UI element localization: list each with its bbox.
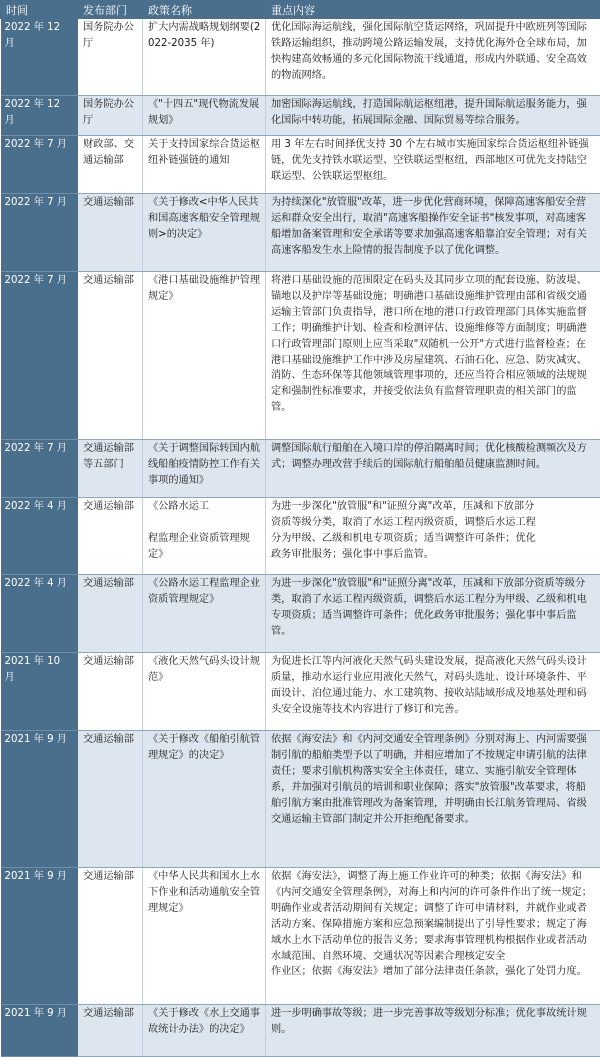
row-content: 调整国际航行船舶在入境口岸的停泊隔离时间；优化核酸检测频次及方式；调整办理改营手续后的国际航行船舶船员健康监测时间。 bbox=[266, 440, 600, 498]
row-content: 进一步明确事故等级；进一步完善事故等级划分标准；优化事故统计规则。 bbox=[266, 1005, 600, 1057]
row-dept: 国务院办公厅 bbox=[78, 96, 143, 136]
table-row bbox=[1, 19, 600, 96]
row-dept: 交通运输部 bbox=[78, 194, 143, 272]
table-row bbox=[1, 575, 600, 653]
row-content: 为持续深化"放管服"改革，进一步优化营商环境，保障高速客船安全营运和群众安全出行，取消"高速客船操作安全证书"核发事项，对高速客船增加备案管理和安全承诺等要求加强高速客船靠泊安全管理；对有关高速客船发生水上险情的报告制度予以了优化调整。 bbox=[266, 194, 600, 272]
row-policy-name: 《公路水运工 程监理企业资质管理规定》 bbox=[143, 498, 266, 575]
table-row bbox=[1, 653, 600, 731]
row-content: 为促进长江等内河液化天然气码头建设发展，提高液化天然气码头设计质量，推动水运行业应用液化天然气，对码头选址、设计环境条件、平面设计、泊位通过能力、水工建筑物、接收站陆域形成及地基处理和码头安全设施等技术内容进行了修订和完善。 bbox=[266, 653, 600, 731]
table-row bbox=[1, 498, 600, 575]
row-dept: 国务院办公厅 bbox=[78, 19, 143, 96]
table-row bbox=[1, 272, 600, 440]
row-policy-name: 《"十四五"现代物流发展规划》 bbox=[143, 96, 266, 136]
column-header-dept: 发布部门 bbox=[78, 1, 143, 19]
row-policy-name: 《液化天然气码头设计规范》 bbox=[143, 653, 266, 731]
table-row bbox=[1, 96, 600, 136]
row-content: 优化国际海运航线，强化国际航空货运网络，巩固提升中欧班列等国际铁路运输组织，推动跨境公路运输发展，支持优化海外仓全球布局，加快构建高效畅通的多元化国际物流干线通道，形成内外联通、安全高效的物流网络。 bbox=[266, 19, 600, 96]
table-row bbox=[1, 136, 600, 194]
row-policy-name: 《关于修改<中华人民共和国高速客船安全管理规则>的决定》 bbox=[143, 194, 266, 272]
row-time: 2022 年 12 月 bbox=[1, 96, 78, 136]
column-header-time: 时间 bbox=[1, 1, 78, 19]
row-dept: 交通运输部 bbox=[78, 731, 143, 868]
row-time: 2022 年 7 月 bbox=[1, 272, 78, 440]
table-header-row bbox=[1, 1, 600, 19]
table-row bbox=[1, 1005, 600, 1057]
row-dept: 交通运输部 bbox=[78, 575, 143, 653]
row-time: 2021 年 9 月 bbox=[1, 1005, 78, 1057]
row-content: 加密国际海运航线，打造国际航运枢纽港，提升国际航运服务能力，强化国际中转功能，拓展国际金融、国际贸易等综合服务。 bbox=[266, 96, 600, 136]
row-time: 2022 年 7 月 bbox=[1, 440, 78, 498]
row-dept: 交通运输部 bbox=[78, 272, 143, 440]
table-row bbox=[1, 440, 600, 498]
row-dept: 交通运输部 bbox=[78, 1005, 143, 1057]
row-policy-name: 关于支持国家综合货运枢纽补链强链的通知 bbox=[143, 136, 266, 194]
row-policy-name: 《关于修改《水上交通事故统计办法》的决定》 bbox=[143, 1005, 266, 1057]
row-dept: 交通运输部 bbox=[78, 653, 143, 731]
row-content: 为进一步深化"放管服"和"证照分离"改革，压减和下放部分资质等级分类，取消了水运工程丙级资质，调整后水运工程分为甲级、乙级和机电专项资质；适当调整许可条件；优化政务审批服务；强化事中事后监管。 bbox=[266, 575, 600, 653]
column-header-name: 政策名称 bbox=[143, 1, 266, 19]
row-content: 为进一步深化"放管服"和"证照分离"改革，压减和下放部分 资质等级分类，取消了水运工程丙级资质，调整后水运工程 分为甲级、乙级和机电专项资质；适当调整许可条件；优化 政务审批服务；强化事中事后监管。 bbox=[266, 498, 600, 575]
row-policy-name: 《公路水运工程监理企业资质管理规定》 bbox=[143, 575, 266, 653]
row-policy-name: 《关于调整国际转国内航线船舶疫情防控工作有关事项的通知》 bbox=[143, 440, 266, 498]
row-time: 2021 年 9 月 bbox=[1, 868, 78, 1005]
table-row bbox=[1, 731, 600, 868]
row-time: 2021 年 9 月 bbox=[1, 731, 78, 868]
row-time: 2022 年 4 月 bbox=[1, 575, 78, 653]
row-dept: 财政部、交通运输部 bbox=[78, 136, 143, 194]
row-content: 将港口基础设施的范围限定在码头及其同步立项的配套设施、防波堤、锚地以及护岸等基础设施；明确港口基础设施维护管理由部和省级交通运输主管部门负责指导，港口所在地的港口行政管理部门具体实施监督工作；明确维护计划、检查和检测评估、设施维修等方面制度；明确港口行政管理部门原则上应当采取"双随机一公开"方式进行监督检查；在港口基础设施维护工作中涉及房屋建筑、石油石化、应急、防灾减灾、消防、生态环保等其他领域管理事项的，还应当符合相应领域的法规规定和强制性标准要求，并接受依法负有监督管理职责的相关部门的监管。 bbox=[266, 272, 600, 440]
table-row bbox=[1, 194, 600, 272]
row-time: 2022 年 4 月 bbox=[1, 498, 78, 575]
row-content: 依据《海安法》和《内河交通安全管理条例》分别对海上、内河需要强制引航的船舶类型予以了明确，并相应增加了不按规定申请引航的法律责任；要求引航机构落实安全主体责任，建立、实施引航安全管理体系，并加强对引航员的培训和职业保障；落实"放管服"改革要求，将船舶引航方案由批准管理改为备案管理，并明确由长江航务管理局、省级交通运输主管部门制定并公开拒绝配备要求。 bbox=[266, 731, 600, 868]
row-dept: 交通运输部等五部门 bbox=[78, 440, 143, 498]
row-content: 用 3 年左右时间择优支持 30 个左右城市实施国家综合货运枢纽补链强链，优先支持铁水联运型、空铁联运型枢纽，西部地区可优先支持陆空联运型、公铁联运型枢纽。 bbox=[266, 136, 600, 194]
table-row bbox=[1, 868, 600, 1005]
row-time: 2022 年 7 月 bbox=[1, 136, 78, 194]
row-time: 2022 年 7 月 bbox=[1, 194, 78, 272]
row-policy-name: 《中华人民共和国水上水下作业和活动通航安全管理规定》 bbox=[143, 868, 266, 1005]
row-time: 2021 年 10 月 bbox=[1, 653, 78, 731]
row-dept: 交通运输部 bbox=[78, 868, 143, 1005]
column-header-content: 重点内容 bbox=[266, 1, 600, 19]
row-policy-name: 《关于修改《船舶引航管理规定》的决定》 bbox=[143, 731, 266, 868]
row-policy-name: 《港口基础设施维护管理规定》 bbox=[143, 272, 266, 440]
row-time: 2022 年 12 月 bbox=[1, 19, 78, 96]
row-dept: 交通运输部 bbox=[78, 498, 143, 575]
row-content: 依据《海安法》，调整了海上施工作业许可的种类；依据《海安法》和《内河交通安全管理条例》，对海上和内河的许可条件作出了统一规定；明确作业或者活动期间有关规定；调整了许可申请材料，并就作业或者活动方案、保障措施方案和应急预案编制提出了引导性要求；规定了海域水上水下活动单位的报告义务；要求海事管理机构根据作业或者活动水域范围、自然环境、交通状况等因素合理核定安全 作业区；依据《海安法》增加了部分法律责任条款，强化了处罚力度。 bbox=[266, 868, 600, 1005]
row-policy-name: 扩大内需战略规划纲要(2022-2035 年) bbox=[143, 19, 266, 96]
